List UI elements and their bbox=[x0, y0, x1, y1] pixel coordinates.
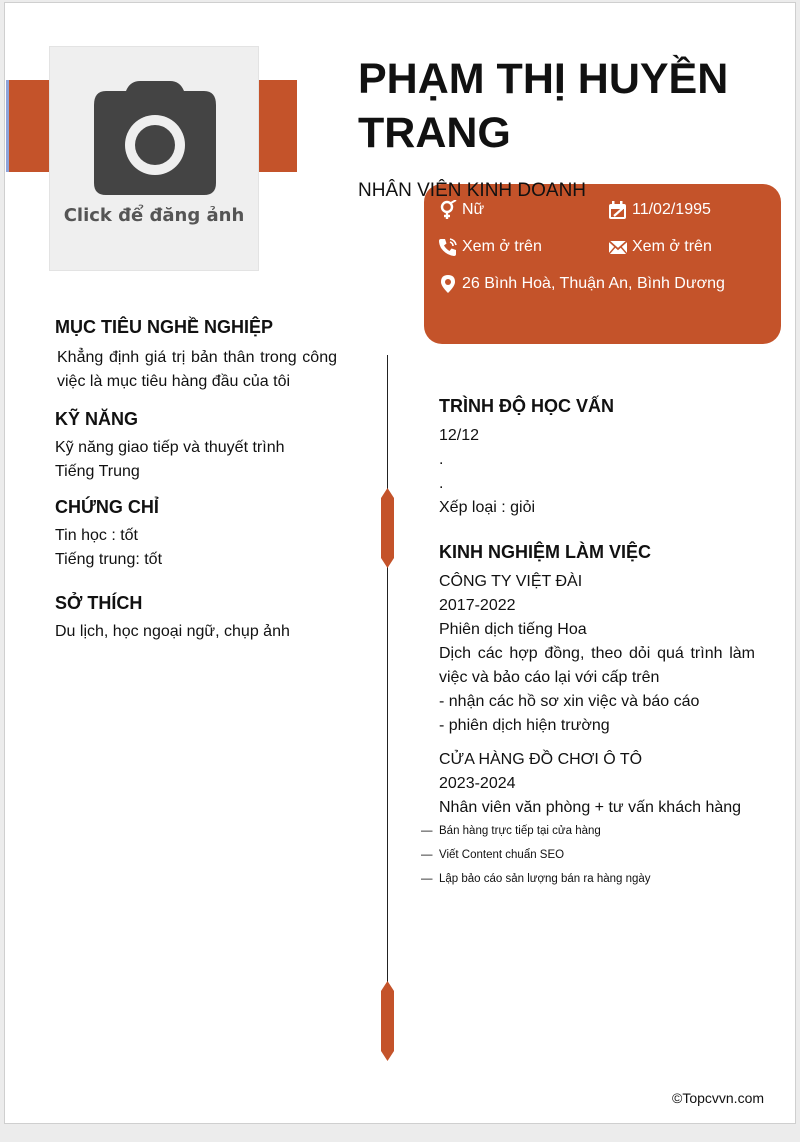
skills-title: KỸ NĂNG bbox=[55, 409, 139, 429]
job-position: Phiên dịch tiếng Hoa bbox=[439, 621, 587, 638]
accent-band-edge bbox=[6, 80, 9, 172]
location-pin-icon bbox=[438, 274, 458, 294]
gender-icon bbox=[438, 200, 458, 220]
email-item bbox=[608, 237, 712, 257]
education-line: . bbox=[439, 475, 444, 492]
education-line: 12/12 bbox=[439, 427, 480, 444]
timeline-line bbox=[387, 355, 388, 1060]
email-value: Xem ở trên bbox=[632, 238, 712, 255]
skill-item: Kỹ năng giao tiếp và thuyết trình bbox=[55, 439, 285, 456]
experience-title: KINH NGHIỆM LÀM VIỆC bbox=[439, 542, 652, 562]
bullet-dash: — bbox=[421, 825, 433, 837]
job-title: NHÂN VIÊN KINH DOANH bbox=[358, 180, 587, 201]
bullet-dash: — bbox=[421, 873, 433, 885]
job-bullet bbox=[421, 849, 564, 861]
job-position: Nhân viên văn phòng + tư vấn khách hàng bbox=[439, 799, 742, 816]
education-line: . bbox=[439, 451, 444, 468]
photo-upload[interactable] bbox=[49, 46, 259, 271]
timeline-marker bbox=[381, 981, 394, 1061]
bullet-text: Viết Content chuẩn SEO bbox=[439, 849, 565, 861]
job-bullet bbox=[421, 825, 601, 837]
gender-item bbox=[438, 200, 484, 220]
candidate-name: PHẠM THỊ HUYỀN TRANG bbox=[358, 55, 729, 157]
certificate-item: Tin học : tốt bbox=[55, 527, 138, 544]
job-period: 2023-2024 bbox=[439, 775, 516, 792]
certificate-item: Tiếng trung: tốt bbox=[55, 551, 163, 568]
job-bullet: - nhận các hồ sơ xin việc và báo cáo bbox=[439, 693, 700, 710]
footer-credit: ©Topcvvn.com bbox=[672, 1090, 765, 1106]
career-objective-text: Khẳng định giá trị bản thân trong công việc là mục tiêu hàng đầu của tôi bbox=[57, 349, 337, 390]
photo-caption: Click để đăng ảnh bbox=[63, 205, 245, 226]
mail-icon bbox=[608, 237, 628, 257]
job-period: 2017-2022 bbox=[439, 597, 516, 614]
phone-item bbox=[438, 237, 542, 257]
bullet-dash: — bbox=[421, 849, 433, 861]
birthdate-value: 11/02/1995 bbox=[632, 201, 711, 218]
education-line: Xếp loại : giỏi bbox=[439, 499, 536, 516]
contact-box bbox=[424, 184, 781, 344]
certificates-title: CHỨNG CHỈ bbox=[55, 497, 159, 517]
phone-icon bbox=[438, 237, 458, 257]
bullet-text: Lập bảo cáo sản lượng bán ra hàng ngày bbox=[439, 873, 651, 885]
job-company: CÔNG TY VIỆT ĐÀI bbox=[439, 573, 583, 590]
address-value: 26 Bình Hoà, Thuận An, Bình Dương bbox=[462, 275, 725, 292]
birthdate-item bbox=[608, 200, 711, 220]
job-bullet: - phiên dịch hiện trường bbox=[439, 717, 610, 734]
hobbies-text: Du lịch, học ngoại ngữ, chụp ảnh bbox=[55, 623, 290, 640]
job-bullet bbox=[421, 873, 651, 885]
phone-value: Xem ở trên bbox=[462, 238, 542, 255]
address-item bbox=[438, 274, 725, 294]
job-company: CỬA HÀNG ĐỒ CHƠI Ô TÔ bbox=[439, 751, 643, 768]
timeline-marker bbox=[381, 488, 394, 568]
skill-item: Tiếng Trung bbox=[55, 463, 140, 480]
hobbies-title: SỞ THÍCH bbox=[55, 593, 143, 613]
calendar-icon bbox=[608, 200, 628, 220]
education-title: TRÌNH ĐỘ HỌC VẤN bbox=[439, 396, 614, 416]
job-description: Dịch các hợp đồng, theo dỏi quá trình làm việc và bảo cáo lại với cấp trên bbox=[439, 645, 755, 686]
bullet-text: Bán hàng trực tiếp tại cửa hàng bbox=[439, 825, 601, 837]
camera-icon bbox=[92, 79, 218, 195]
gender-value: Nữ bbox=[462, 201, 485, 218]
career-objective-title: MỤC TIÊU NGHỀ NGHIỆP bbox=[55, 317, 274, 337]
